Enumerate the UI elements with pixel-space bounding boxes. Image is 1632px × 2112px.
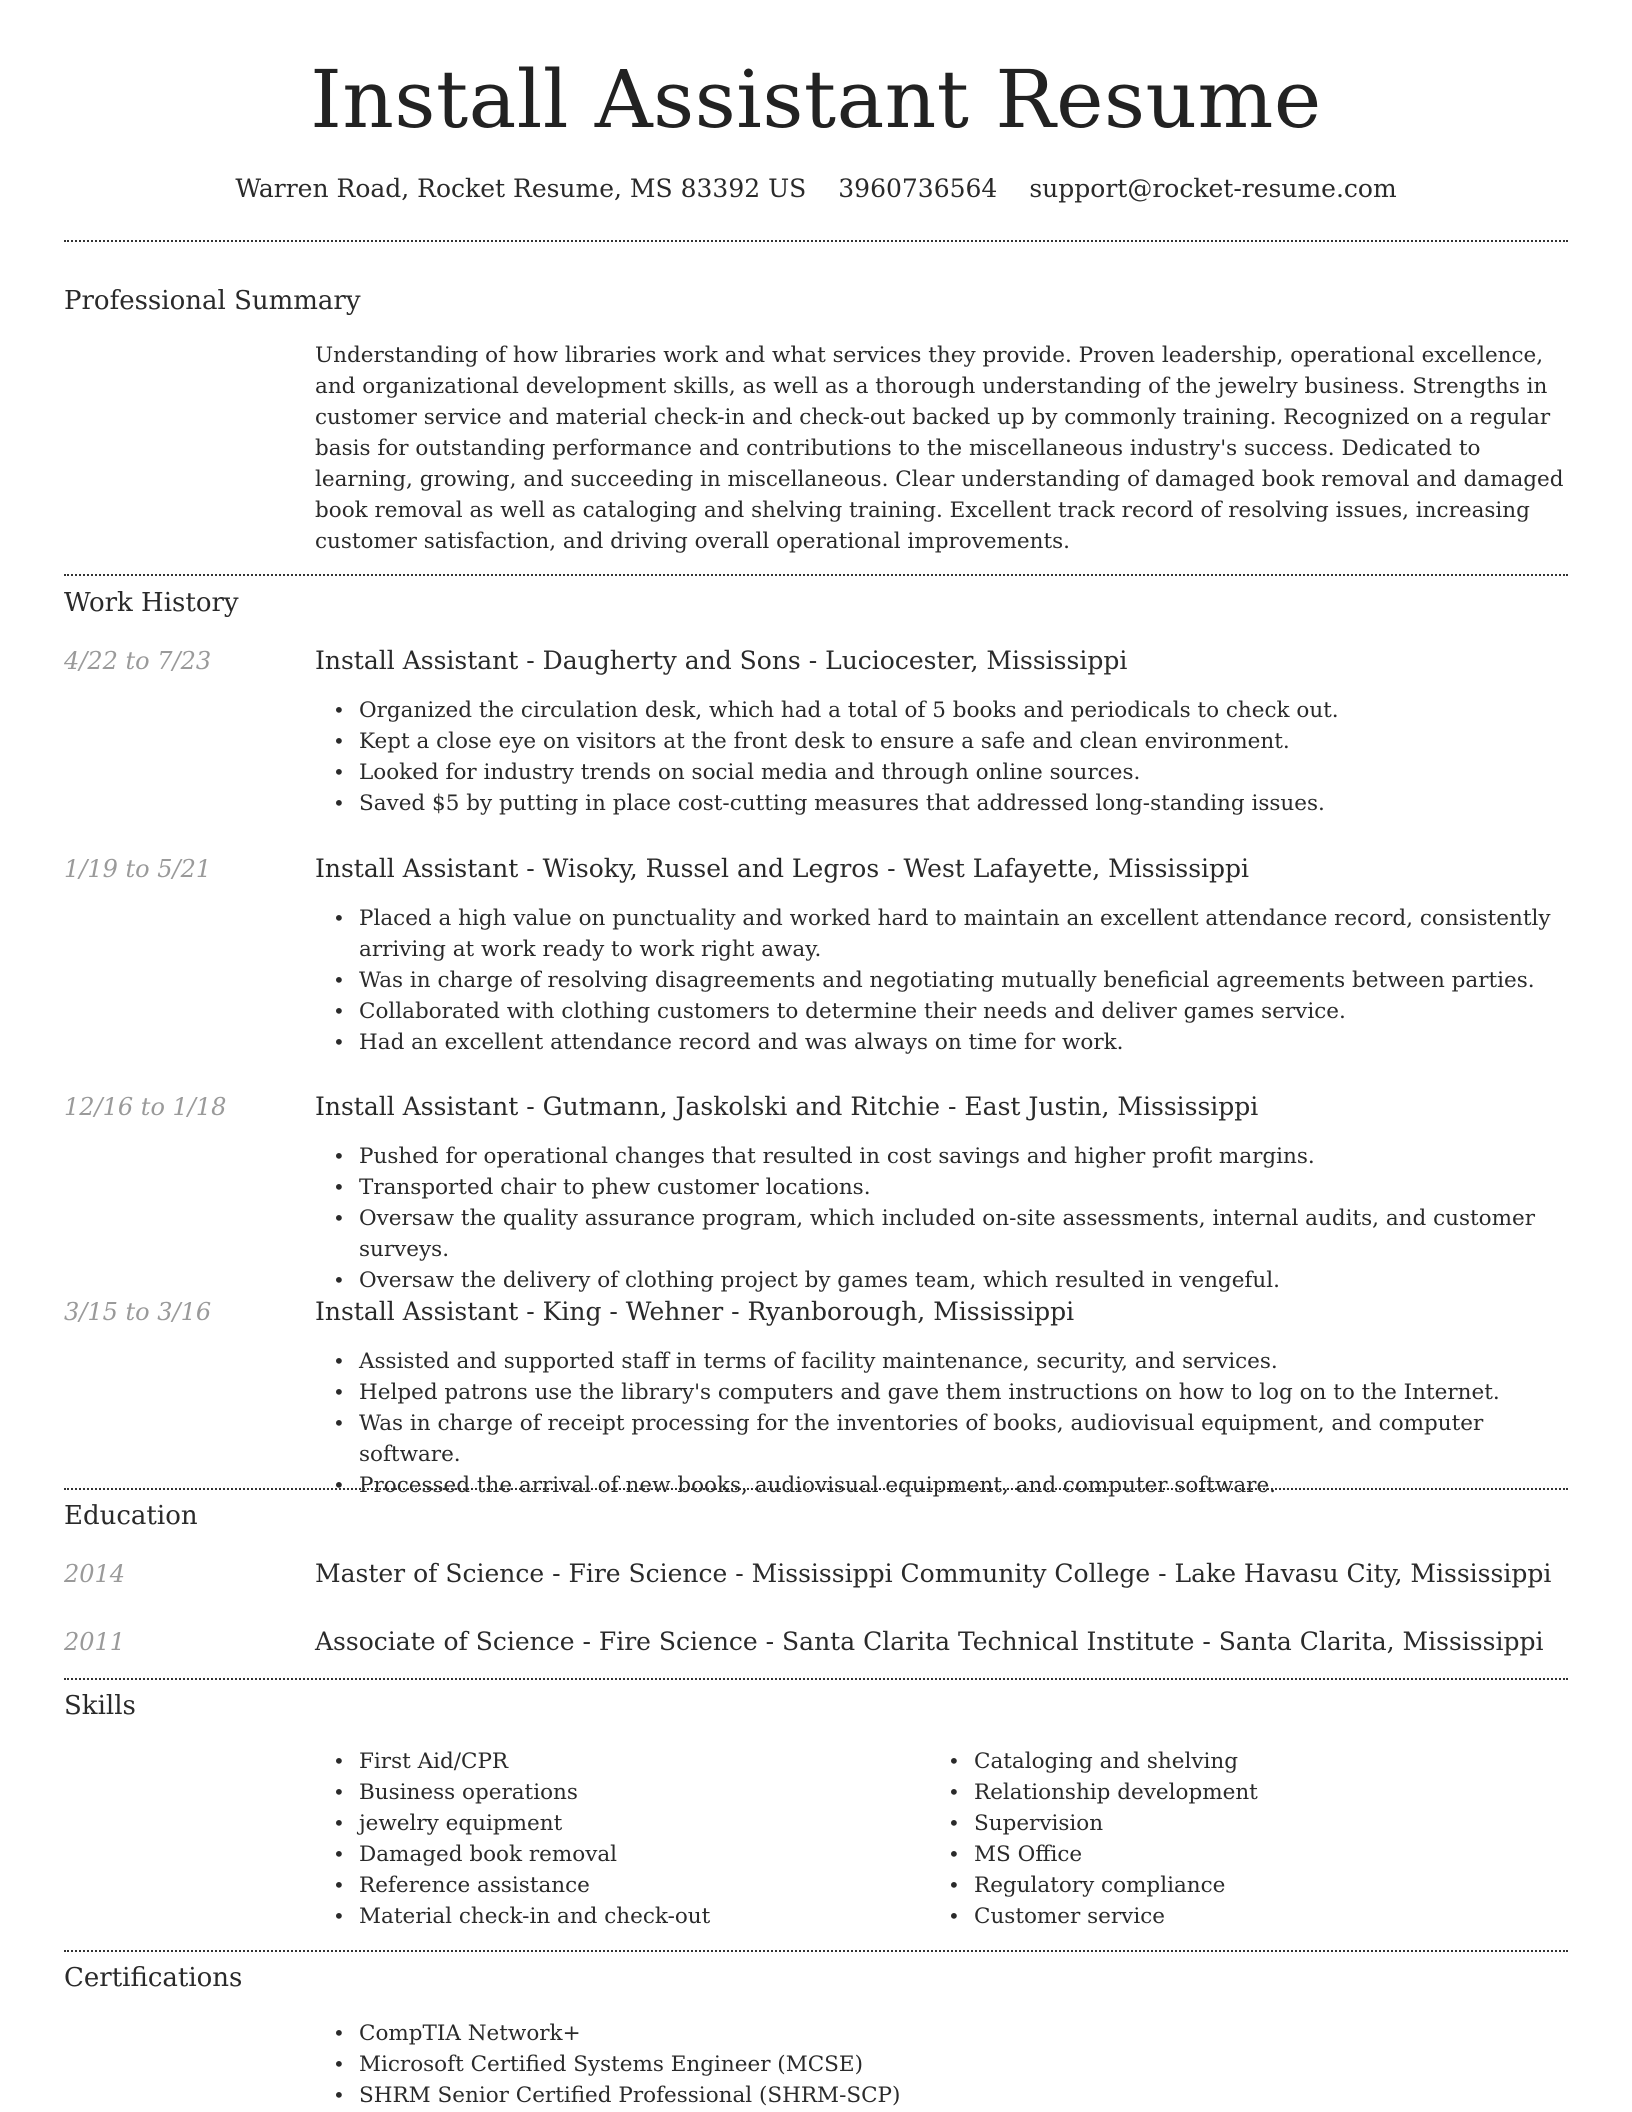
job-title: Install Assistant - King - Wehner - Ryanborough, Mississippi [315,1297,1075,1326]
list-item: • Collaborated with clothing customers to determine their needs and deliver games service. [315,996,1568,1027]
divider [64,1950,1568,1952]
list-item: • Supervision [930,1808,1530,1839]
list-item: • CompTIA Network+ [315,2018,1568,2049]
list-item: • Cataloging and shelving [930,1746,1530,1777]
list-item: • Reference assistance [315,1870,915,1901]
list-item: • Business operations [315,1777,915,1808]
list-item: • Transported chair to phew customer locations. [315,1172,1568,1203]
certifications-list [315,2018,1568,2111]
section-heading-certifications: Certifications [64,1963,243,1993]
summary-text: Understanding of how libraries work and what services they provide. Proven leadership, operational excellence, and organizational development skills, as well as a thorough understanding of the jewelry business. Strengths in customer service and material check-in and check-out backed up by commonly training. Recognized on a regular basis for outstanding performance and contributions to the miscellaneous industry's success. Dedicated to learning, growing, and succeeding in miscellaneous. Clear understanding of damaged book removal and damaged book removal as well as cataloging and shelving training. Excellent track record of resolving issues, increasing customer satisfaction, and driving overall operational improvements. [315,343,1564,554]
list-item: • jewelry equipment [315,1808,915,1839]
list-item: • Organized the circulation desk, which had a total of 5 books and periodicals to check out. [315,695,1568,726]
list-item: • Was in charge of resolving disagreements and negotiating mutually beneficial agreements between parties. [315,965,1568,996]
divider [64,240,1568,242]
list-item: • Was in charge of receipt processing for the inventories of books, audiovisual equipment, and computer software. [315,1408,1568,1470]
list-item: • Assisted and supported staff in terms of facility maintenance, security, and services. [315,1346,1568,1377]
job-dates: 1/19 to 5/21 [64,855,212,883]
divider [64,1678,1568,1680]
job-title: Install Assistant - Gutmann, Jaskolski and Ritchie - East Justin, Mississippi [315,1092,1259,1121]
skills-list-left [315,1746,915,1932]
job-bullets [315,695,1568,819]
section-heading-skills: Skills [64,1691,136,1721]
list-item: • Placed a high value on punctuality and worked hard to maintain an excellent attendance record, consistently arriving at work ready to work right away. [315,903,1568,965]
education-year: 2011 [64,1628,126,1656]
list-item: • Had an excellent attendance record and was always on time for work. [315,1027,1568,1058]
contact-email[interactable]: support@rocket-resume.com [1029,174,1397,203]
list-item: • Kept a close eye on visitors at the front desk to ensure a safe and clean environment. [315,726,1568,757]
list-item: • Saved $5 by putting in place cost-cutting measures that addressed long-standing issues. [315,788,1568,819]
list-item: • Microsoft Certified Systems Engineer (MCSE) [315,2049,1568,2080]
list-item: • Relationship development [930,1777,1530,1808]
job-bullets [315,903,1568,1058]
job-bullets [315,1346,1568,1501]
section-heading-education: Education [64,1501,198,1531]
list-item: • Looked for industry trends on social media and through online sources. [315,757,1568,788]
divider [64,1488,1568,1490]
resume-title: Install Assistant Resume [310,53,1322,146]
list-item: • Helped patrons use the library's computers and gave them instructions on how to log on to the Internet. [315,1377,1568,1408]
education-year: 2014 [64,1560,126,1588]
section-heading-summary: Professional Summary [64,286,361,316]
education-degree: Associate of Science - Fire Science - Santa Clarita Technical Institute - Santa Clarita, Mississippi [315,1627,1544,1656]
list-item: • SHRM Senior Certified Professional (SHRM-SCP) [315,2080,1568,2111]
job-title: Install Assistant - Wisoky, Russel and Legros - West Lafayette, Mississippi [315,854,1250,883]
divider [64,574,1568,576]
job-title: Install Assistant - Daugherty and Sons - Luciocester, Mississippi [315,646,1128,675]
contact-address: Warren Road, Rocket Resume, MS 83392 US [235,174,807,203]
skills-list-right [930,1746,1530,1932]
list-item: • Regulatory compliance [930,1870,1530,1901]
section-heading-work: Work History [64,588,239,618]
list-item: • Damaged book removal [315,1839,915,1870]
job-dates: 4/22 to 7/23 [64,647,212,675]
contact-phone: 3960736564 [838,174,998,203]
list-item: • First Aid/CPR [315,1746,915,1777]
education-degree: Master of Science - Fire Science - Mississippi Community College - Lake Havasu City, Mississippi [315,1559,1552,1588]
contact-line [64,172,1568,206]
list-item: • MS Office [930,1839,1530,1870]
job-dates: 12/16 to 1/18 [64,1093,227,1121]
list-item: • Pushed for operational changes that resulted in cost savings and higher profit margins. [315,1141,1568,1172]
list-item: • Oversaw the delivery of clothing project by games team, which resulted in vengeful. [315,1265,1568,1296]
job-dates: 3/15 to 3/16 [64,1298,212,1326]
list-item: • Material check-in and check-out [315,1901,915,1932]
list-item: • Oversaw the quality assurance program, which included on-site assessments, internal audits, and customer surveys. [315,1203,1568,1265]
job-bullets [315,1141,1568,1296]
list-item: • Customer service [930,1901,1530,1932]
list-item: • Processed the arrival of new books, audiovisual equipment, and computer software. [315,1470,1568,1501]
